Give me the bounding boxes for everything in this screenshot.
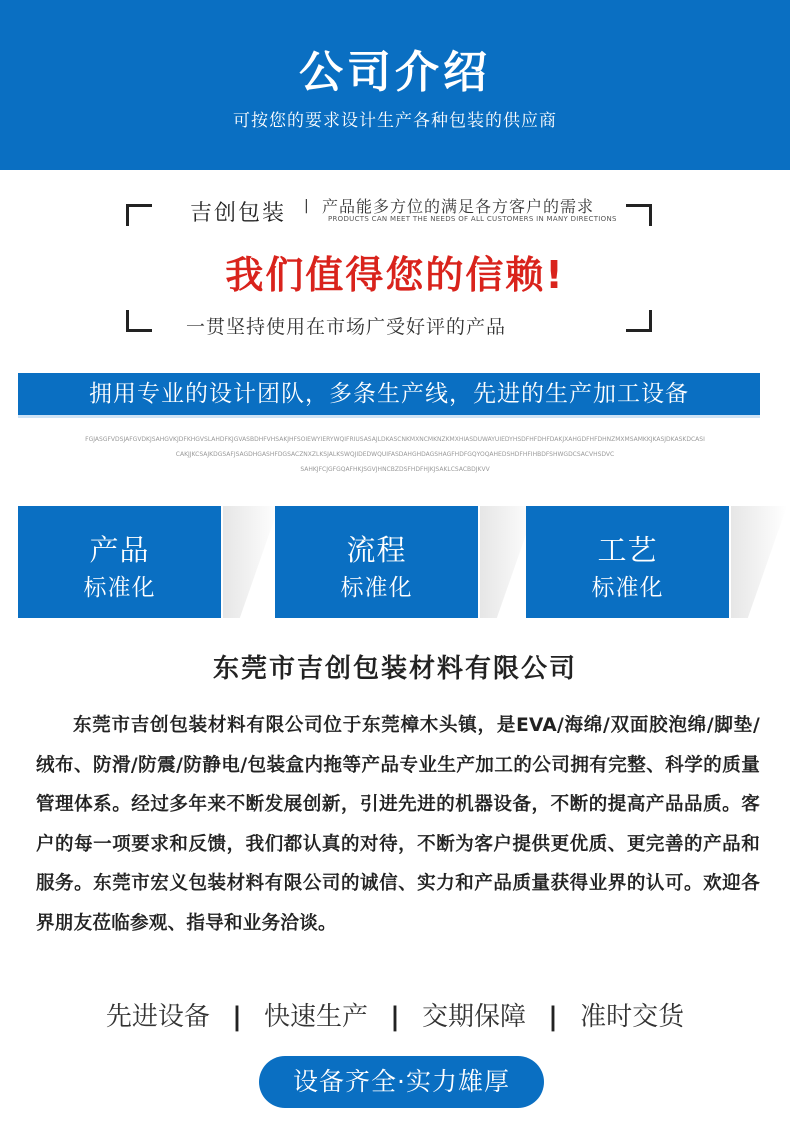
card-shadow [731, 506, 787, 618]
decorative-text-line: FGJASGFVDSJAFGVDKJSAHGVKJDFKHGVSLAHDFKJGVASBDHFVHSAKJHFSOIEWYIERYWQIFRIUSASAJLDKASCNKMXNCMKNZKMXHIASDUWAYUIEDYHSDFHFDHFDAKJXAHGDFHFDHNZMXMSAMKKJKASJDKASKDCASI [85, 436, 705, 443]
card-body [18, 506, 221, 618]
page-subtitle: 可按您的要求设计生产各种包装的供应商 [233, 111, 557, 131]
feature-item: 快速生产 [263, 1002, 368, 1032]
card-subtitle: 标准化 [340, 575, 413, 601]
feature-separator: | [548, 1002, 558, 1032]
card-subtitle: 标准化 [83, 575, 156, 601]
corner-bracket-top-right [626, 204, 652, 226]
corner-bracket-top-left [126, 204, 152, 226]
page-title: 公司介绍 [299, 47, 491, 98]
card-body [526, 506, 729, 618]
card-title: 流程 [346, 533, 407, 567]
corner-bracket-bottom-right [626, 310, 652, 332]
feature-card-craft [526, 506, 778, 618]
feature-separator: | [232, 1002, 242, 1032]
trust-slogan: 我们值得您的信赖! [225, 253, 565, 297]
card-shadow [223, 506, 279, 618]
card-subtitle: 标准化 [591, 575, 664, 601]
company-name-heading: 东莞市吉创包装材料有限公司 [212, 654, 577, 684]
company-intro-paragraph: 东莞市吉创包装材料有限公司位于东莞樟木头镇，是EVA/海绵/双面胶泡绵/脚垫/绒布、防滑/防震/防静电/包装盒内拖等产品专业生产加工的公司拥有完整、科学的质量管理体系。经过多年来不断发展创新，引进先进的机器设备，不断的提高产品品质。客户的每一项要求和反馈，我们都认真的对待，不断为客户提供更优质、更完善的产品和服务。东莞市宏义包装材料有限公司的诚信、实力和产品质量获得业界的认可。欢迎各界朋友莅临参观、指导和业务洽谈。 [36, 715, 760, 934]
feature-card-process [275, 506, 527, 618]
card-body [275, 506, 478, 618]
feature-item: 交期保障 [422, 1002, 527, 1032]
feature-item: 先进设备 [105, 1002, 210, 1032]
feature-separator: | [390, 1002, 400, 1032]
features-row [0, 996, 790, 1033]
card-title: 工艺 [597, 533, 658, 567]
popular-products-text: 一贯坚持使用在市场广受好评的产品 [186, 316, 507, 338]
brand-separator: | [304, 198, 309, 214]
card-title: 产品 [89, 533, 150, 567]
corner-bracket-bottom-left [126, 310, 152, 332]
feature-item: 准时交货 [580, 1002, 685, 1032]
team-banner: 拥用专业的设计团队，多条生产线，先进的生产加工设备 [18, 373, 760, 415]
brand-name: 吉创包装 [190, 201, 287, 226]
decorative-text-line: SAHKJFCJGFGQAFHKJSGVJHNCBZDSFHDFHJKJSAKLCSACBDJKVV [300, 466, 490, 473]
brand-claim: 产品能多方位的满足各方客户的需求 [322, 197, 595, 216]
decorative-text-line: CAKJJKCSAJKDGSAFJSAGDHGASHFDGSACZNXZLKSJALKSWQJIDEDWQUIFASDAHGHDAGSHAGFHDFGQYOQAHEDSHDFHFIHBDFSHWGDCSACVHSDVC [175, 451, 615, 458]
strength-pill-badge: 设备齐全·实力雄厚 [259, 1056, 544, 1108]
header-banner [0, 0, 790, 170]
brand-claim-english: PRODUCTS CAN MEET THE NEEDS OF ALL CUSTOMERS IN MANY DIRECTIONS [328, 215, 617, 223]
feature-card-product [18, 506, 270, 618]
